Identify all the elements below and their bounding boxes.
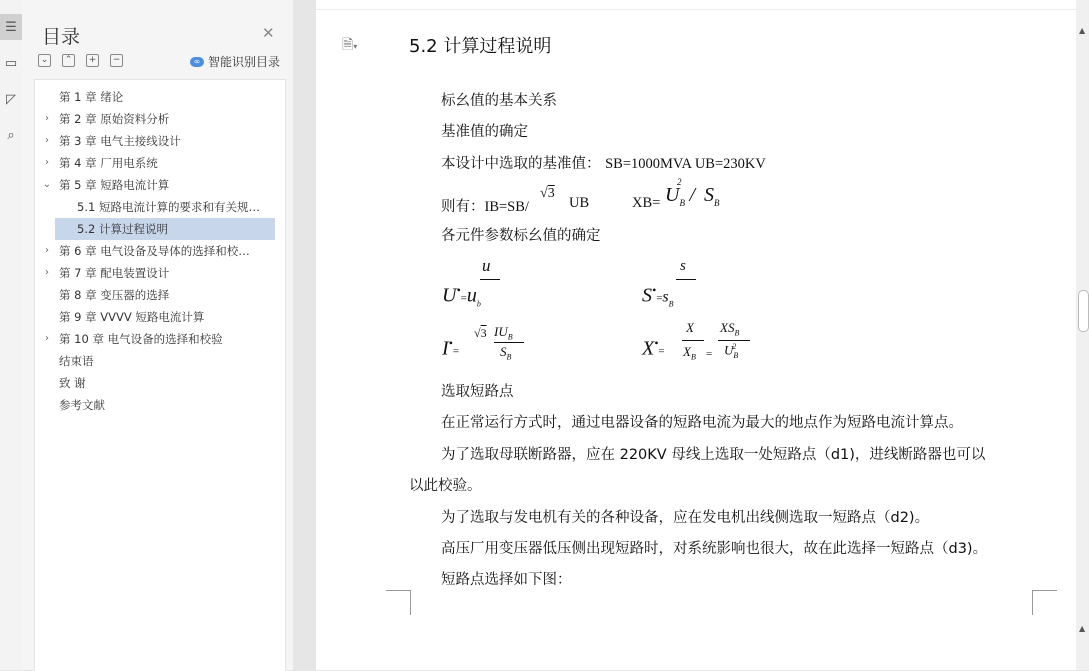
ub-text: UB — [569, 195, 590, 211]
toc-item[interactable] — [39, 394, 275, 416]
find-icon[interactable]: ⌕ — [7, 127, 15, 143]
fraction-bar — [682, 340, 704, 341]
chevron-right-icon[interactable]: › — [45, 157, 49, 168]
toc-item[interactable] — [39, 240, 275, 262]
scrollbar-thumb[interactable] — [1078, 290, 1089, 332]
vertical-scrollbar[interactable] — [1076, 0, 1089, 670]
toc-title: 目录 — [42, 26, 81, 48]
remove-heading-icon[interactable]: − — [110, 54, 123, 67]
toc-list — [34, 79, 286, 671]
toc-panel — [22, 0, 293, 670]
chevron-right-icon[interactable]: › — [45, 245, 49, 256]
toc-item-label: 第 7 章 配电装置设计 — [59, 266, 170, 280]
x-formula-denominator-2: $U_B^2$ — [724, 342, 739, 360]
toc-item-label: 第 9 章 VVVV 短路电流计算 — [59, 310, 205, 324]
page-top-edge — [316, 0, 1076, 10]
s-formula-numerator: s — [680, 258, 686, 274]
toc-item-label: 第 3 章 电气主接线设计 — [59, 134, 181, 148]
u-star-formula: $U^•=u_b$ — [442, 283, 481, 309]
toc-item[interactable] — [39, 108, 275, 130]
toc-item-label: 5.1 短路电流计算的要求和有关规… — [77, 200, 260, 214]
fraction-bar — [494, 342, 524, 343]
fraction-bar — [718, 340, 750, 341]
chevron-right-icon[interactable]: › — [45, 113, 49, 124]
ib-formula: IB=SB/ — [484, 199, 529, 215]
x-formula-numerator-2: $XS_B$ — [720, 320, 740, 338]
paragraph: 基准值的确定 — [441, 124, 528, 140]
paragraph-menu-icon[interactable]: 🗎▾ — [342, 37, 358, 53]
x-formula-denominator: $X_B$ — [683, 344, 696, 362]
toc-item-label: 第 1 章 绪论 — [59, 90, 124, 104]
toc-item-label: 第 4 章 厂用电系统 — [59, 156, 158, 170]
toc-item[interactable] — [55, 218, 275, 240]
close-icon[interactable]: ✕ — [262, 24, 275, 42]
i-star-formula: I•= — [442, 336, 460, 360]
toc-item-label: 第 2 章 原始资料分析 — [59, 112, 170, 126]
collapse-all-icon[interactable]: ⌄ — [38, 54, 51, 67]
toc-item[interactable] — [39, 152, 275, 174]
smart-icon: ∞ — [190, 57, 204, 67]
left-icon-rail — [0, 0, 23, 670]
equals-sign: = — [706, 348, 713, 360]
section-heading: 5.2 计算过程说明 — [409, 36, 552, 57]
toc-item[interactable] — [55, 196, 275, 218]
toc-item[interactable] — [39, 328, 275, 350]
chevron-right-icon[interactable]: › — [45, 333, 49, 344]
toc-toolbar — [38, 54, 123, 67]
toc-item[interactable] — [39, 86, 275, 108]
then-label: 则有： — [441, 199, 485, 215]
sqrt3-symbol: √3 — [474, 326, 487, 340]
paragraph: 短路点选择如下图： — [441, 572, 572, 588]
paragraph: 在正常运行方式时，通过电器设备的短路电流为最大的地点作为短路电流计算点。 — [441, 415, 963, 431]
document-page — [316, 0, 1076, 670]
toc-item[interactable] — [39, 130, 275, 152]
xb-formula: XB= — [632, 195, 661, 211]
fraction-bar — [676, 279, 696, 280]
x-formula-numerator: X — [686, 320, 694, 335]
paragraph: 为了选取母联断路器，应在 220KV 母线上选取一处短路点（d1)，进线断路器也可以 — [441, 447, 986, 463]
toc-item-label: 5.2 计算过程说明 — [77, 222, 168, 236]
scroll-up-icon[interactable]: ▲ — [1079, 26, 1086, 35]
s-star-formula: $S^•=s_B$ — [642, 283, 674, 309]
x-star-formula: X•= — [642, 336, 665, 360]
toc-item[interactable] — [39, 174, 275, 196]
chevron-right-icon[interactable]: › — [45, 267, 49, 278]
expand-all-icon[interactable]: ⌃ — [62, 54, 75, 67]
i-formula-numerator: $IU_B$ — [494, 324, 513, 342]
sqrt3-symbol: √3 — [540, 186, 555, 201]
paragraph: 以此校验。 — [409, 478, 482, 494]
smart-detect-label: 智能识别目录 — [208, 55, 281, 69]
page-corner-mark — [1032, 590, 1057, 615]
toc-toggle-icon[interactable]: ☰ — [0, 14, 22, 40]
toc-item-label: 参考文献 — [59, 398, 105, 412]
scroll-down-icon[interactable]: ▲ — [1079, 624, 1086, 633]
i-formula-denominator: $S_B$ — [500, 344, 512, 362]
toc-item-label: 第 6 章 电气设备及导体的选择和校… — [59, 244, 250, 258]
paragraph: 为了选取与发电机有关的各种设备，应在发电机出线侧选取一短路点（d2)。 — [441, 510, 930, 526]
toc-item-label: 第 10 章 电气设备的选择和校验 — [59, 332, 223, 346]
paragraph: 高压厂用变压器低压侧出现短路时，对系统影响也很大，故在此选择一短路点（d3)。 — [441, 541, 988, 557]
paragraph: 选取短路点 — [441, 384, 514, 400]
paragraph: 各元件参数标幺值的确定 — [441, 228, 601, 244]
toc-item[interactable] — [39, 262, 275, 284]
page-corner-mark — [386, 590, 411, 615]
panel-separator — [293, 0, 315, 670]
toc-item[interactable] — [39, 284, 275, 306]
toc-item-label: 第 5 章 短路电流计算 — [59, 178, 170, 192]
document-icon[interactable]: ▭ — [4, 55, 18, 71]
chevron-down-icon[interactable]: ⌄ — [42, 179, 52, 190]
u-formula-numerator: u — [482, 256, 491, 275]
chevron-right-icon[interactable]: › — [45, 135, 49, 146]
toc-item[interactable] — [39, 372, 275, 394]
paragraph — [441, 195, 529, 216]
base-value-text: SB=1000MVA UB=230KV — [605, 156, 766, 172]
toc-item[interactable] — [39, 350, 275, 372]
smart-detect-toc-button[interactable] — [190, 53, 280, 70]
toc-item[interactable] — [39, 306, 275, 328]
fraction-bar — [480, 279, 500, 280]
paragraph — [441, 152, 766, 173]
toc-item-label: 结束语 — [59, 354, 94, 368]
paragraph: 标幺值的基本关系 — [441, 93, 557, 109]
toc-item-label: 致 谢 — [59, 376, 86, 390]
toc-item-label: 第 8 章 变压器的选择 — [59, 288, 170, 302]
add-heading-icon[interactable]: + — [86, 54, 99, 67]
xb-fraction: $U_B^2/$ $S_B$ — [665, 177, 720, 208]
base-value-label: 本设计中选取的基准值： — [441, 156, 601, 172]
bookmark-icon[interactable]: ◸ — [6, 91, 16, 107]
